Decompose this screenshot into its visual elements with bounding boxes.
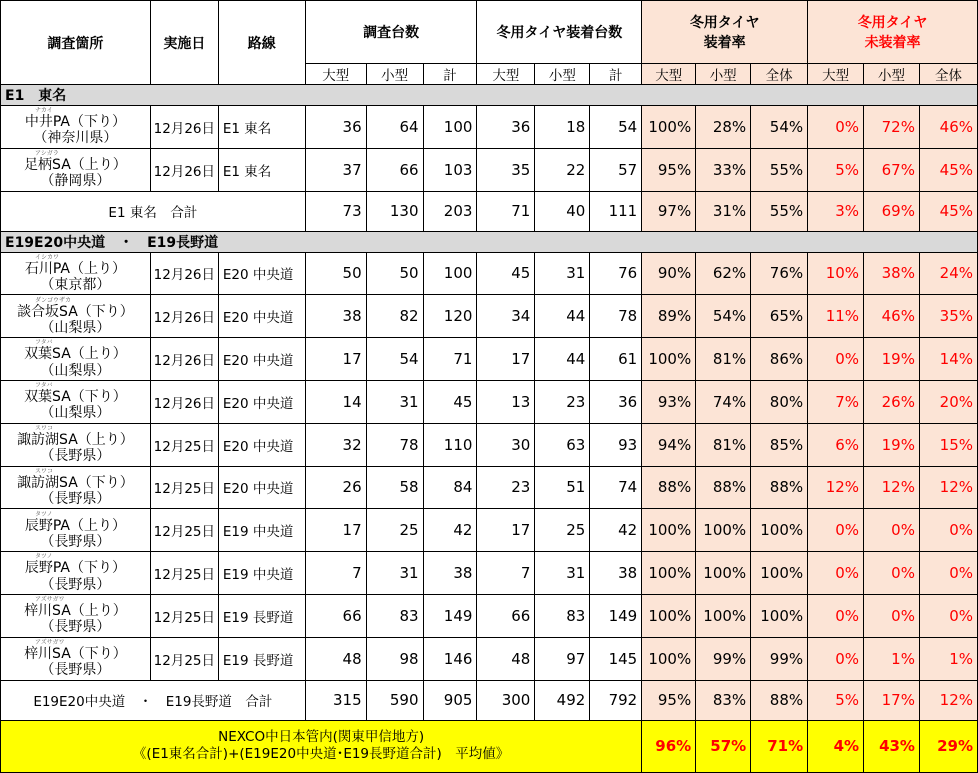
value-cell: 100% bbox=[696, 552, 751, 595]
value-cell: 0% bbox=[919, 552, 977, 595]
value-cell: 22 bbox=[535, 148, 590, 191]
site-prefecture: （静岡県） bbox=[40, 173, 111, 190]
date-cell: 12月26日 bbox=[150, 106, 218, 149]
value-cell: 93% bbox=[642, 380, 696, 423]
site-prefecture: （長野県） bbox=[40, 619, 111, 636]
value-cell: 0% bbox=[864, 509, 920, 552]
subheader-rate-large: 大型 bbox=[642, 64, 696, 85]
value-cell: 80% bbox=[751, 380, 808, 423]
value-cell: 0% bbox=[919, 509, 977, 552]
value-cell: 57 bbox=[590, 148, 642, 191]
table-row bbox=[1, 148, 978, 191]
value-cell: 44 bbox=[535, 338, 590, 381]
subtotal-value: 111 bbox=[590, 191, 642, 231]
value-cell: 81% bbox=[696, 423, 751, 466]
value-cell: 74% bbox=[696, 380, 751, 423]
value-cell: 0% bbox=[808, 552, 864, 595]
value-cell: 32 bbox=[305, 423, 366, 466]
subtotal-value: 83% bbox=[696, 680, 751, 720]
value-cell: 99% bbox=[696, 637, 751, 680]
site-prefecture: （長野県） bbox=[40, 576, 111, 593]
date-cell: 12月25日 bbox=[150, 594, 218, 637]
value-cell: 54% bbox=[751, 106, 808, 149]
value-cell: 90% bbox=[642, 252, 696, 295]
value-cell: 19% bbox=[864, 423, 920, 466]
value-cell: 23 bbox=[477, 466, 535, 509]
value-cell: 12% bbox=[864, 466, 920, 509]
value-cell: 38 bbox=[305, 295, 366, 338]
value-cell: 61 bbox=[590, 338, 642, 381]
subtotal-value: 492 bbox=[535, 680, 590, 720]
grand-total-line2: 《(E1東名合計)+(E19E20中央道･E19長野道合計) 平均値》 bbox=[132, 746, 510, 763]
value-cell: 98 bbox=[366, 637, 423, 680]
value-cell: 36 bbox=[590, 380, 642, 423]
value-cell: 100% bbox=[642, 552, 696, 595]
value-cell: 84 bbox=[423, 466, 477, 509]
value-cell: 78 bbox=[366, 423, 423, 466]
value-cell: 7 bbox=[305, 552, 366, 595]
route-cell: E19 中央道 bbox=[218, 552, 305, 595]
subtotal-value: 203 bbox=[423, 191, 477, 231]
subtotal-value: 130 bbox=[366, 191, 423, 231]
value-cell: 1% bbox=[864, 637, 920, 680]
table-row bbox=[1, 106, 978, 149]
subheader-nonrate-all: 全体 bbox=[919, 64, 977, 85]
grand-total-value: 43% bbox=[864, 720, 920, 772]
value-cell: 35% bbox=[919, 295, 977, 338]
value-cell: 20% bbox=[919, 380, 977, 423]
value-cell: 100% bbox=[696, 509, 751, 552]
route-cell: E20 中央道 bbox=[218, 338, 305, 381]
site-prefecture: （山梨県） bbox=[40, 319, 111, 336]
subtotal-value: 17% bbox=[864, 680, 920, 720]
value-cell: 45 bbox=[477, 252, 535, 295]
date-cell: 12月25日 bbox=[150, 637, 218, 680]
value-cell: 34 bbox=[477, 295, 535, 338]
table-row bbox=[1, 295, 978, 338]
site-name: 談合坂SA（下り） bbox=[17, 303, 134, 320]
value-cell: 74 bbox=[590, 466, 642, 509]
site-furigana: スワコ bbox=[35, 467, 54, 475]
value-cell: 48 bbox=[477, 637, 535, 680]
value-cell: 67% bbox=[864, 148, 920, 191]
site-name: 双葉SA（上り） bbox=[24, 346, 127, 363]
value-cell: 86% bbox=[751, 338, 808, 381]
route-cell: E20 中央道 bbox=[218, 252, 305, 295]
route-cell: E20 中央道 bbox=[218, 423, 305, 466]
route-cell: E19 長野道 bbox=[218, 594, 305, 637]
value-cell: 64 bbox=[366, 106, 423, 149]
subtotal-value: 40 bbox=[535, 191, 590, 231]
value-cell: 14 bbox=[305, 380, 366, 423]
header-survey-count: 調査台数 bbox=[305, 1, 477, 64]
table-row bbox=[1, 594, 978, 637]
value-cell: 38 bbox=[590, 552, 642, 595]
value-cell: 83 bbox=[366, 594, 423, 637]
value-cell: 17 bbox=[305, 338, 366, 381]
value-cell: 100% bbox=[696, 594, 751, 637]
subheader-survey-small: 小型 bbox=[366, 64, 423, 85]
value-cell: 51 bbox=[535, 466, 590, 509]
value-cell: 54% bbox=[696, 295, 751, 338]
subtotal-value: 905 bbox=[423, 680, 477, 720]
subtotal-value: 71 bbox=[477, 191, 535, 231]
value-cell: 95% bbox=[642, 148, 696, 191]
site-furigana: アズサガワ bbox=[35, 639, 65, 647]
site-cell bbox=[1, 252, 151, 295]
value-cell: 149 bbox=[423, 594, 477, 637]
grand-total-value: 4% bbox=[808, 720, 864, 772]
section-header-row bbox=[1, 231, 978, 252]
site-prefecture: （山梨県） bbox=[40, 405, 111, 422]
value-cell: 100 bbox=[423, 252, 477, 295]
value-cell: 100% bbox=[642, 509, 696, 552]
value-cell: 0% bbox=[808, 637, 864, 680]
subtotal-value: 300 bbox=[477, 680, 535, 720]
value-cell: 54 bbox=[590, 106, 642, 149]
value-cell: 45% bbox=[919, 148, 977, 191]
grand-total-value: 71% bbox=[751, 720, 808, 772]
grand-total-value: 57% bbox=[696, 720, 751, 772]
header-fitted-rate bbox=[642, 1, 808, 64]
value-cell: 33% bbox=[696, 148, 751, 191]
route-cell: E19 中央道 bbox=[218, 509, 305, 552]
subtotal-row bbox=[1, 680, 978, 720]
value-cell: 78 bbox=[590, 295, 642, 338]
value-cell: 11% bbox=[808, 295, 864, 338]
value-cell: 55% bbox=[751, 148, 808, 191]
value-cell: 5% bbox=[808, 148, 864, 191]
value-cell: 7 bbox=[477, 552, 535, 595]
route-cell: E1 東名 bbox=[218, 106, 305, 149]
subtotal-value: 95% bbox=[642, 680, 696, 720]
site-cell bbox=[1, 106, 151, 149]
value-cell: 100 bbox=[423, 106, 477, 149]
value-cell: 23 bbox=[535, 380, 590, 423]
value-cell: 31 bbox=[535, 252, 590, 295]
subtotal-value: 31% bbox=[696, 191, 751, 231]
value-cell: 100% bbox=[642, 106, 696, 149]
value-cell: 100% bbox=[642, 637, 696, 680]
value-cell: 26% bbox=[864, 380, 920, 423]
value-cell: 17 bbox=[477, 509, 535, 552]
subtotal-value: 5% bbox=[808, 680, 864, 720]
site-prefecture: （長野県） bbox=[40, 448, 111, 465]
value-cell: 146 bbox=[423, 637, 477, 680]
value-cell: 26 bbox=[305, 466, 366, 509]
site-cell bbox=[1, 295, 151, 338]
table-row bbox=[1, 423, 978, 466]
value-cell: 10% bbox=[808, 252, 864, 295]
site-cell bbox=[1, 423, 151, 466]
header-unfitted-rate bbox=[808, 1, 978, 64]
value-cell: 65% bbox=[751, 295, 808, 338]
value-cell: 100% bbox=[751, 509, 808, 552]
subtotal-value: 55% bbox=[751, 191, 808, 231]
table-row bbox=[1, 466, 978, 509]
date-cell: 12月26日 bbox=[150, 380, 218, 423]
value-cell: 30 bbox=[477, 423, 535, 466]
value-cell: 120 bbox=[423, 295, 477, 338]
value-cell: 0% bbox=[808, 594, 864, 637]
value-cell: 72% bbox=[864, 106, 920, 149]
value-cell: 44 bbox=[535, 295, 590, 338]
value-cell: 17 bbox=[305, 509, 366, 552]
value-cell: 1% bbox=[919, 637, 977, 680]
value-cell: 0% bbox=[808, 509, 864, 552]
value-cell: 0% bbox=[864, 552, 920, 595]
header-route: 路線 bbox=[218, 1, 305, 85]
value-cell: 93 bbox=[590, 423, 642, 466]
value-cell: 15% bbox=[919, 423, 977, 466]
date-cell: 12月25日 bbox=[150, 466, 218, 509]
value-cell: 88% bbox=[642, 466, 696, 509]
grand-total-label bbox=[1, 720, 642, 772]
site-furigana: タツノ bbox=[35, 510, 53, 518]
subheader-fitted-small: 小型 bbox=[535, 64, 590, 85]
subtotal-value: 3% bbox=[808, 191, 864, 231]
site-prefecture: （山梨県） bbox=[40, 362, 111, 379]
value-cell: 48 bbox=[305, 637, 366, 680]
value-cell: 17 bbox=[477, 338, 535, 381]
value-cell: 50 bbox=[366, 252, 423, 295]
value-cell: 100% bbox=[751, 594, 808, 637]
value-cell: 6% bbox=[808, 423, 864, 466]
site-cell bbox=[1, 637, 151, 680]
site-cell bbox=[1, 380, 151, 423]
site-furigana: アシガラ bbox=[35, 150, 59, 158]
table-row bbox=[1, 552, 978, 595]
value-cell: 145 bbox=[590, 637, 642, 680]
grand-total-line1: NEXCO中日本管内(関東甲信地方) bbox=[218, 728, 425, 745]
site-name: 辰野PA（上り） bbox=[24, 517, 126, 534]
site-furigana: フタバ bbox=[35, 339, 53, 347]
subheader-survey-large: 大型 bbox=[305, 64, 366, 85]
site-prefecture: （長野県） bbox=[40, 490, 111, 507]
subheader-fitted-total: 計 bbox=[590, 64, 642, 85]
site-furigana: ダンゴウザカ bbox=[35, 296, 71, 304]
table-row bbox=[1, 509, 978, 552]
value-cell: 28% bbox=[696, 106, 751, 149]
value-cell: 100% bbox=[642, 338, 696, 381]
value-cell: 0% bbox=[864, 594, 920, 637]
site-furigana: アズサガワ bbox=[35, 596, 65, 604]
site-cell bbox=[1, 509, 151, 552]
value-cell: 66 bbox=[477, 594, 535, 637]
value-cell: 71 bbox=[423, 338, 477, 381]
value-cell: 94% bbox=[642, 423, 696, 466]
value-cell: 50 bbox=[305, 252, 366, 295]
value-cell: 76 bbox=[590, 252, 642, 295]
site-name: 諏訪湖SA（上り） bbox=[17, 432, 134, 449]
value-cell: 46% bbox=[919, 106, 977, 149]
site-cell bbox=[1, 148, 151, 191]
subheader-rate-small: 小型 bbox=[696, 64, 751, 85]
value-cell: 19% bbox=[864, 338, 920, 381]
site-furigana: タツノ bbox=[35, 553, 53, 561]
route-cell: E20 中央道 bbox=[218, 380, 305, 423]
value-cell: 38% bbox=[864, 252, 920, 295]
table-row bbox=[1, 380, 978, 423]
route-cell: E20 中央道 bbox=[218, 466, 305, 509]
value-cell: 81% bbox=[696, 338, 751, 381]
header-unfitted-rate-line2: 未装着率 bbox=[864, 35, 921, 51]
site-name: 梓川SA（上り） bbox=[24, 603, 127, 620]
subtotal-value: 590 bbox=[366, 680, 423, 720]
grand-total-value: 96% bbox=[642, 720, 696, 772]
value-cell: 63 bbox=[535, 423, 590, 466]
date-cell: 12月25日 bbox=[150, 509, 218, 552]
site-cell bbox=[1, 552, 151, 595]
value-cell: 0% bbox=[808, 106, 864, 149]
value-cell: 100% bbox=[642, 594, 696, 637]
grand-total-value: 29% bbox=[919, 720, 977, 772]
value-cell: 36 bbox=[477, 106, 535, 149]
subtotal-value: 45% bbox=[919, 191, 977, 231]
table-row bbox=[1, 252, 978, 295]
subheader-nonrate-large: 大型 bbox=[808, 64, 864, 85]
value-cell: 24% bbox=[919, 252, 977, 295]
route-cell: E20 中央道 bbox=[218, 295, 305, 338]
site-name: 石川PA（上り） bbox=[24, 260, 126, 277]
value-cell: 13 bbox=[477, 380, 535, 423]
site-prefecture: （神奈川県） bbox=[33, 130, 118, 147]
value-cell: 37 bbox=[305, 148, 366, 191]
date-cell: 12月25日 bbox=[150, 552, 218, 595]
value-cell: 0% bbox=[808, 338, 864, 381]
route-cell: E19 長野道 bbox=[218, 637, 305, 680]
header-fitted-count: 冬用タイヤ装着台数 bbox=[477, 1, 642, 64]
value-cell: 38 bbox=[423, 552, 477, 595]
subheader-survey-total: 計 bbox=[423, 64, 477, 85]
header-date: 実施日 bbox=[150, 1, 218, 85]
value-cell: 62% bbox=[696, 252, 751, 295]
site-furigana: スワコ bbox=[35, 425, 54, 433]
value-cell: 0% bbox=[919, 594, 977, 637]
subtotal-value: 69% bbox=[864, 191, 920, 231]
site-name: 辰野PA（下り） bbox=[24, 560, 126, 577]
site-name: 諏訪湖SA（下り） bbox=[17, 474, 134, 491]
section-title: E19E20中央道 ・ E19長野道 bbox=[1, 231, 978, 252]
value-cell: 66 bbox=[305, 594, 366, 637]
header-fitted-rate-line2: 装着率 bbox=[703, 35, 746, 51]
value-cell: 103 bbox=[423, 148, 477, 191]
subtotal-value: 792 bbox=[590, 680, 642, 720]
date-cell: 12月26日 bbox=[150, 338, 218, 381]
grand-total-row bbox=[1, 720, 978, 772]
site-furigana: ナカイ bbox=[35, 107, 53, 115]
date-cell: 12月26日 bbox=[150, 148, 218, 191]
site-cell bbox=[1, 594, 151, 637]
site-name: 足柄SA（上り） bbox=[24, 157, 127, 174]
value-cell: 89% bbox=[642, 295, 696, 338]
value-cell: 31 bbox=[366, 552, 423, 595]
value-cell: 31 bbox=[366, 380, 423, 423]
subtotal-label: E19E20中央道 ・ E19長野道 合計 bbox=[1, 680, 306, 720]
site-prefecture: （長野県） bbox=[40, 533, 111, 550]
subtotal-value: 12% bbox=[919, 680, 977, 720]
value-cell: 18 bbox=[535, 106, 590, 149]
date-cell: 12月26日 bbox=[150, 252, 218, 295]
subtotal-value: 315 bbox=[305, 680, 366, 720]
value-cell: 110 bbox=[423, 423, 477, 466]
value-cell: 14% bbox=[919, 338, 977, 381]
subtotal-label: E1 東名 合計 bbox=[1, 191, 306, 231]
site-prefecture: （東京都） bbox=[40, 276, 111, 293]
value-cell: 36 bbox=[305, 106, 366, 149]
subheader-fitted-large: 大型 bbox=[477, 64, 535, 85]
value-cell: 42 bbox=[423, 509, 477, 552]
header-fitted-rate-line1: 冬用タイヤ bbox=[689, 15, 760, 31]
value-cell: 7% bbox=[808, 380, 864, 423]
value-cell: 12% bbox=[919, 466, 977, 509]
site-furigana: フタバ bbox=[35, 382, 53, 390]
site-prefecture: （長野県） bbox=[40, 662, 111, 679]
date-cell: 12月26日 bbox=[150, 295, 218, 338]
value-cell: 35 bbox=[477, 148, 535, 191]
subheader-rate-all: 全体 bbox=[751, 64, 808, 85]
value-cell: 149 bbox=[590, 594, 642, 637]
value-cell: 46% bbox=[864, 295, 920, 338]
site-cell bbox=[1, 466, 151, 509]
site-name: 双葉SA（下り） bbox=[24, 389, 127, 406]
table-row bbox=[1, 338, 978, 381]
value-cell: 88% bbox=[696, 466, 751, 509]
site-cell bbox=[1, 338, 151, 381]
value-cell: 83 bbox=[535, 594, 590, 637]
subtotal-value: 88% bbox=[751, 680, 808, 720]
header-site: 調査箇所 bbox=[1, 1, 151, 85]
value-cell: 97 bbox=[535, 637, 590, 680]
subtotal-value: 97% bbox=[642, 191, 696, 231]
subheader-nonrate-small: 小型 bbox=[864, 64, 920, 85]
date-cell: 12月25日 bbox=[150, 423, 218, 466]
header-unfitted-rate-line1: 冬用タイヤ bbox=[857, 15, 928, 31]
value-cell: 54 bbox=[366, 338, 423, 381]
value-cell: 25 bbox=[366, 509, 423, 552]
section-header-row bbox=[1, 85, 978, 106]
value-cell: 88% bbox=[751, 466, 808, 509]
subtotal-value: 73 bbox=[305, 191, 366, 231]
site-furigana: イシカワ bbox=[35, 253, 60, 261]
value-cell: 45 bbox=[423, 380, 477, 423]
site-name: 梓川SA（下り） bbox=[24, 646, 127, 663]
table-row bbox=[1, 637, 978, 680]
value-cell: 58 bbox=[366, 466, 423, 509]
value-cell: 66 bbox=[366, 148, 423, 191]
subtotal-row bbox=[1, 191, 978, 231]
site-name: 中井PA（下り） bbox=[24, 114, 126, 131]
value-cell: 85% bbox=[751, 423, 808, 466]
value-cell: 31 bbox=[535, 552, 590, 595]
section-title: E1 東名 bbox=[1, 85, 978, 106]
value-cell: 100% bbox=[751, 552, 808, 595]
value-cell: 82 bbox=[366, 295, 423, 338]
value-cell: 12% bbox=[808, 466, 864, 509]
value-cell: 99% bbox=[751, 637, 808, 680]
route-cell: E1 東名 bbox=[218, 148, 305, 191]
value-cell: 42 bbox=[590, 509, 642, 552]
value-cell: 76% bbox=[751, 252, 808, 295]
value-cell: 25 bbox=[535, 509, 590, 552]
